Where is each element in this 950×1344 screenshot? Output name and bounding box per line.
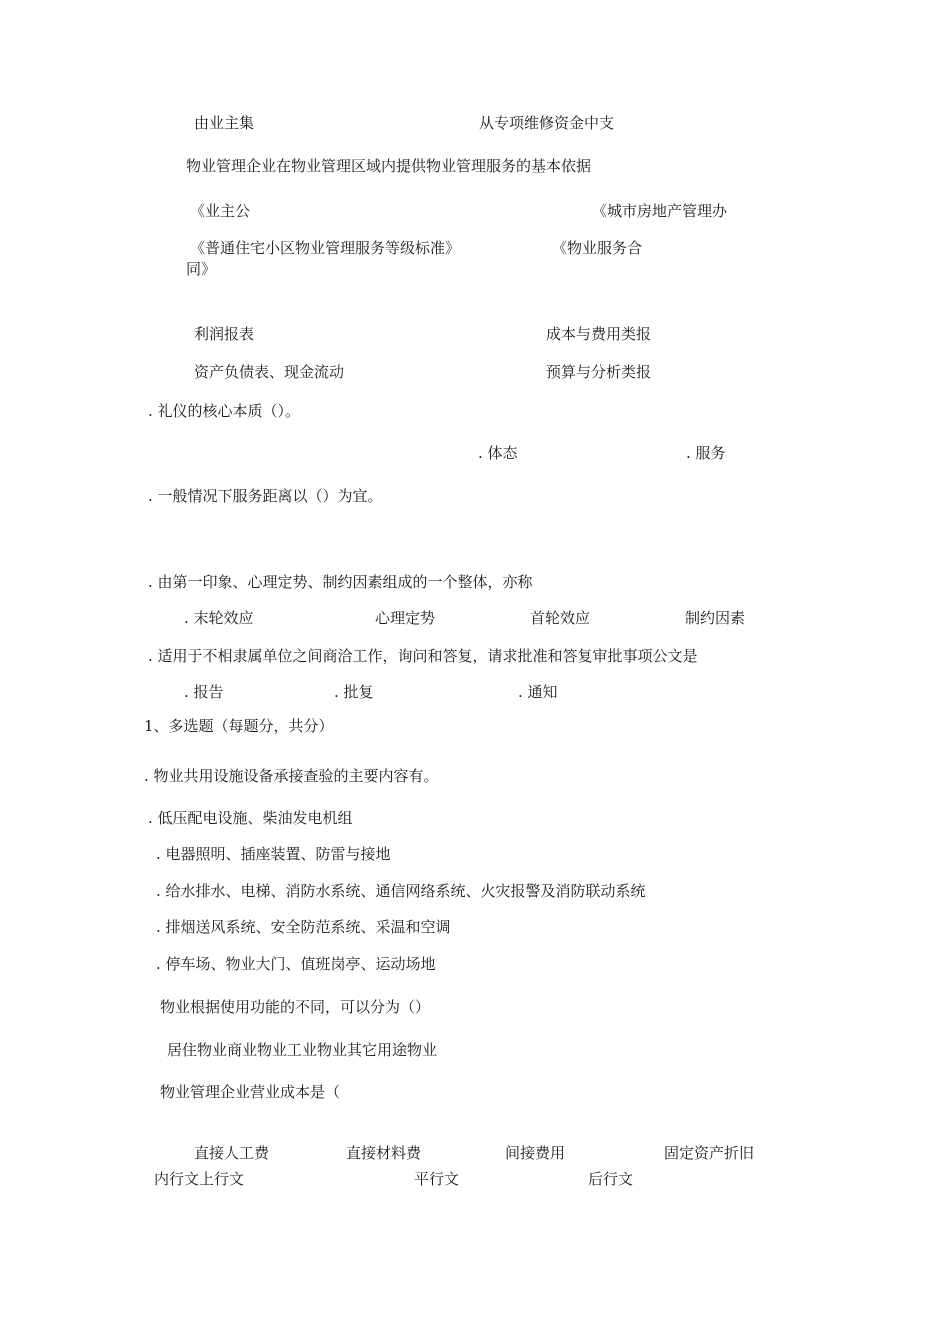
question-etiquette: . 礼仪的核心本质（）。 xyxy=(148,402,301,420)
cost-option-4: 固定资产折旧 xyxy=(664,1144,755,1162)
option-notice: . 通知 xyxy=(518,683,558,701)
option-c: 首轮效应 xyxy=(530,609,591,627)
cost-option-3: 间接费用 xyxy=(505,1144,566,1162)
text-l5a: 利润报表 xyxy=(194,325,255,343)
option-service: . 服务 xyxy=(686,444,726,462)
option-report: . 报告 xyxy=(184,683,224,701)
option-reply: . 批复 xyxy=(334,683,374,701)
text-l3a: 《业主公 xyxy=(190,202,251,220)
text-l2: 物业管理企业在物业管理区域内提供物业管理服务的基本依据 xyxy=(186,157,592,175)
text-l4a-cont: 同》 xyxy=(186,260,217,278)
facility-item-2: . 电器照明、插座装置、防雷与接地 xyxy=(156,845,391,863)
text-l6b: 预算与分析类报 xyxy=(546,363,652,381)
document-type-2: 平行文 xyxy=(414,1170,460,1188)
question-property-types: 物业根据使用功能的不同，可以分为（） xyxy=(160,998,431,1016)
section-heading-multi: 1、多选题（每题分，共分） xyxy=(144,717,334,735)
question-facility: . 物业共用设施设备承接查验的主要内容有。 xyxy=(144,767,439,785)
option-a: . 末轮效应 xyxy=(184,609,254,627)
facility-item-3: . 给水排水、电梯、消防水系统、通信网络系统、火灾报警及消防联动系统 xyxy=(156,882,646,900)
facility-item-4: . 排烟送风系统、安全防范系统、采温和空调 xyxy=(156,918,451,936)
text-l5b: 成本与费用类报 xyxy=(546,325,652,343)
answer-property-types: 居住物业商业物业工业物业其它用途物业 xyxy=(167,1041,438,1059)
text-l6a: 资产负债表、现金流动 xyxy=(194,363,345,381)
text-l4b: 《物业服务合 xyxy=(552,239,643,257)
question-first-impression: . 由第一印象、心理定势、制约因素组成的一个整体，亦称 xyxy=(148,573,533,591)
facility-item-5: . 停车场、物业大门、值班岗亭、运动场地 xyxy=(156,955,436,973)
text-l3b: 《城市房地产管理办 xyxy=(592,202,728,220)
question-document: . 适用于不相隶属单位之间商洽工作，询问和答复，请求批准和答复审批事项公文是 xyxy=(148,647,698,665)
cost-option-1: 直接人工费 xyxy=(194,1144,270,1162)
option-d: 制约因素 xyxy=(685,609,746,627)
text-l1a: 由业主集 xyxy=(194,114,255,132)
text-l4a: 《普通住宅小区物业管理服务等级标准》 xyxy=(190,239,461,257)
document-type-3: 后行文 xyxy=(588,1170,634,1188)
question-distance: . 一般情况下服务距离以（）为宜。 xyxy=(148,487,383,505)
option-posture: . 体态 xyxy=(478,444,518,462)
question-operating-cost: 物业管理企业营业成本是（ xyxy=(160,1083,341,1101)
option-b: 心理定势 xyxy=(375,609,436,627)
text-l1b: 从专项维修资金中支 xyxy=(479,114,615,132)
facility-item-1: . 低压配电设施、柴油发电机组 xyxy=(148,809,353,827)
cost-option-2: 直接材料费 xyxy=(346,1144,422,1162)
document-type-1: 内行文上行文 xyxy=(154,1170,245,1188)
